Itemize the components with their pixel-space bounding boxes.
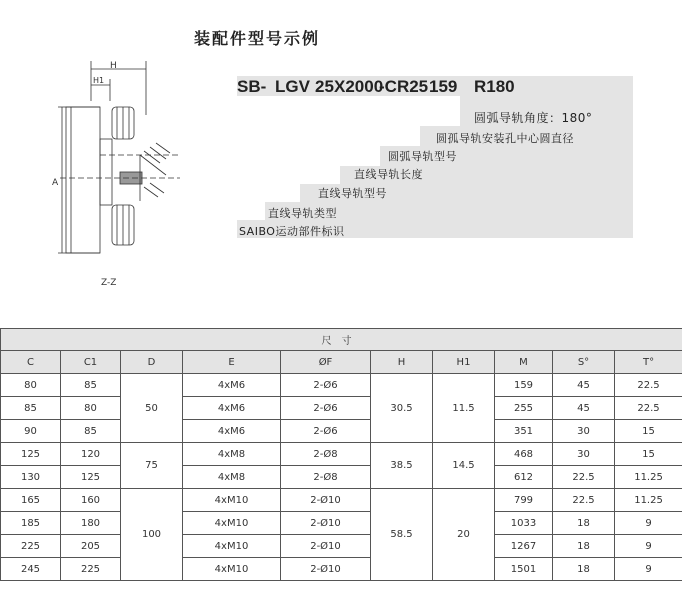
cell-c1: 160: [61, 489, 121, 512]
table-row: [1, 443, 682, 466]
cell-m: 1033: [495, 512, 553, 535]
cell-c1: 180: [61, 512, 121, 535]
cell-f: 2-Ø10: [281, 535, 371, 558]
cell-f: 2-Ø8: [281, 443, 371, 466]
cell-t: 22.5: [615, 374, 682, 397]
cell-e: 4xM10: [183, 489, 281, 512]
code-part-size: 25: [315, 77, 334, 96]
cell-f: 2-Ø10: [281, 489, 371, 512]
cell-c: 80: [1, 374, 61, 397]
cell-t: 11.25: [615, 489, 682, 512]
section-label: Z-Z: [101, 278, 117, 288]
cell-c1: 120: [61, 443, 121, 466]
dim-h-label: H: [110, 61, 117, 71]
cell-c: 130: [1, 466, 61, 489]
cell-c: 165: [1, 489, 61, 512]
table-row: [1, 535, 682, 558]
code-part-dia: 159: [429, 77, 458, 96]
cell-f: 2-Ø10: [281, 512, 371, 535]
table-caption: 尺寸: [1, 329, 682, 351]
cell-m: 612: [495, 466, 553, 489]
table-row: [1, 420, 682, 443]
cell-s: 18: [553, 558, 615, 581]
cell-t: 15: [615, 420, 682, 443]
cell-d: 75: [121, 443, 183, 489]
label-arc-hole-dia: 圆孤导轨安装孔中心圆直径: [436, 132, 574, 145]
cell-m: 351: [495, 420, 553, 443]
table-row: [1, 489, 682, 512]
cell-f: 2-Ø10: [281, 558, 371, 581]
cell-m: 468: [495, 443, 553, 466]
cell-e: 4xM6: [183, 374, 281, 397]
col-header: H1: [433, 351, 495, 374]
cell-d: 100: [121, 489, 183, 581]
cell-s: 22.5: [553, 489, 615, 512]
cell-e: 4xM10: [183, 558, 281, 581]
cell-s: 45: [553, 397, 615, 420]
code-part-lgv: LGV: [275, 77, 310, 96]
cell-t: 9: [615, 558, 682, 581]
cell-f: 2-Ø6: [281, 420, 371, 443]
cell-f: 2-Ø6: [281, 374, 371, 397]
table-row: [1, 558, 682, 581]
cell-h: 58.5: [371, 489, 433, 581]
code-part-angle: R180: [474, 77, 515, 96]
col-header: E: [183, 351, 281, 374]
cell-t: 9: [615, 512, 682, 535]
cell-h1: 11.5: [433, 374, 495, 443]
label-arc-model: 圆弧导轨型号: [388, 150, 457, 163]
cell-c: 225: [1, 535, 61, 558]
table-row: [1, 374, 682, 397]
cell-h: 38.5: [371, 443, 433, 489]
cell-m: 159: [495, 374, 553, 397]
cell-m: 255: [495, 397, 553, 420]
assembly-drawing: [40, 55, 190, 295]
page-title: 装配件型号示例: [194, 29, 321, 48]
cell-s: 18: [553, 535, 615, 558]
dim-a-label: A: [52, 178, 59, 188]
cell-t: 15: [615, 443, 682, 466]
cell-c: 245: [1, 558, 61, 581]
cell-s: 18: [553, 512, 615, 535]
cell-e: 4xM6: [183, 420, 281, 443]
cell-c1: 85: [61, 420, 121, 443]
cell-e: 4xM10: [183, 535, 281, 558]
cell-e: 4xM10: [183, 512, 281, 535]
cell-f: 2-Ø8: [281, 466, 371, 489]
col-header: D: [121, 351, 183, 374]
dim-h1-label: H1: [93, 76, 105, 85]
code-part-length: X2000: [334, 77, 384, 96]
cell-c1: 85: [61, 374, 121, 397]
col-header: M: [495, 351, 553, 374]
cell-s: 45: [553, 374, 615, 397]
cell-t: 11.25: [615, 466, 682, 489]
col-header: H: [371, 351, 433, 374]
cell-t: 22.5: [615, 397, 682, 420]
cell-e: 4xM8: [183, 443, 281, 466]
col-header: C: [1, 351, 61, 374]
cell-c: 90: [1, 420, 61, 443]
col-header: C1: [61, 351, 121, 374]
cell-c1: 80: [61, 397, 121, 420]
cell-c1: 225: [61, 558, 121, 581]
col-header: T°: [615, 351, 682, 374]
col-header: ØF: [281, 351, 371, 374]
cell-h1: 20: [433, 489, 495, 581]
label-brand: SAIBO运动部件标识: [239, 225, 345, 238]
dimension-table: [0, 328, 682, 581]
cell-s: 22.5: [553, 466, 615, 489]
cell-m: 1501: [495, 558, 553, 581]
cell-s: 30: [553, 443, 615, 466]
table-row: [1, 466, 682, 489]
cell-e: 4xM8: [183, 466, 281, 489]
cell-c: 185: [1, 512, 61, 535]
code-part-cr: -CR25: [379, 77, 429, 96]
cell-s: 30: [553, 420, 615, 443]
label-arc-angle: 圆弧导轨角度：180°: [474, 111, 593, 125]
code-part-sb: SB-: [237, 77, 267, 96]
table-row: [1, 397, 682, 420]
col-header: S°: [553, 351, 615, 374]
cell-c1: 205: [61, 535, 121, 558]
cell-h1: 14.5: [433, 443, 495, 489]
cell-m: 799: [495, 489, 553, 512]
cell-d: 50: [121, 374, 183, 443]
label-lin-model: 直线导轨型号: [318, 187, 387, 200]
cell-m: 1267: [495, 535, 553, 558]
cell-c: 85: [1, 397, 61, 420]
label-lin-type: 直线导轨类型: [268, 207, 337, 220]
cell-c1: 125: [61, 466, 121, 489]
cell-c: 125: [1, 443, 61, 466]
cell-f: 2-Ø6: [281, 397, 371, 420]
cell-h: 30.5: [371, 374, 433, 443]
table-row: [1, 512, 682, 535]
label-lin-length: 直线导轨长度: [354, 168, 423, 181]
cell-t: 9: [615, 535, 682, 558]
cell-e: 4xM6: [183, 397, 281, 420]
